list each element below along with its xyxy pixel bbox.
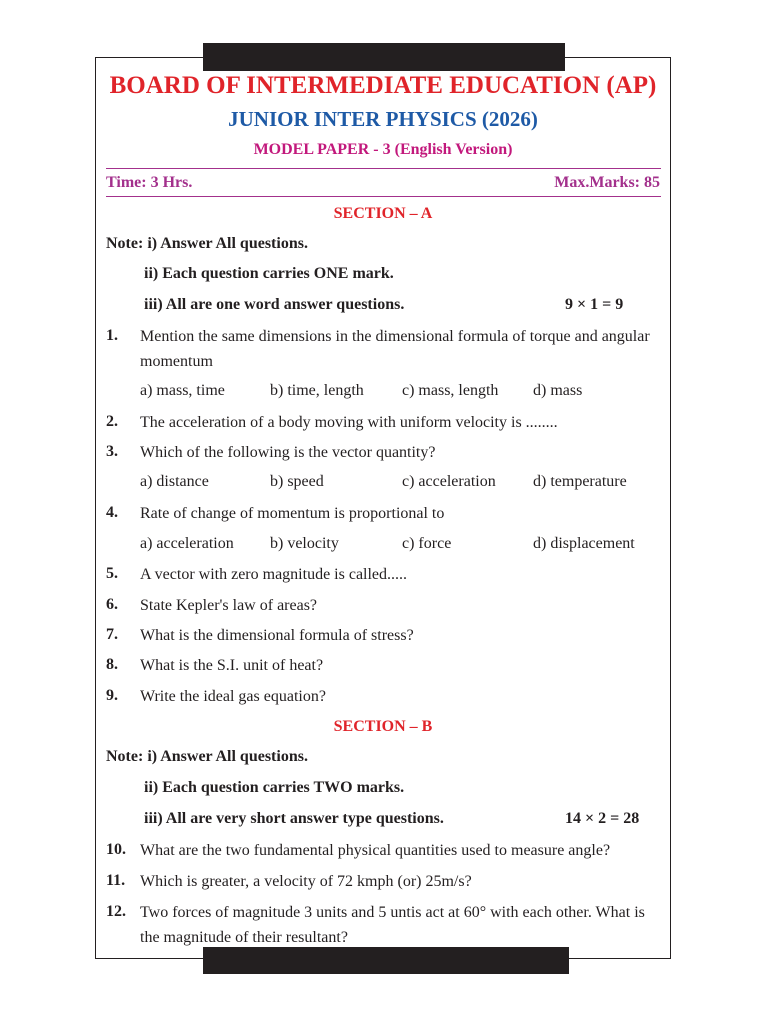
section-b-note-1: Note: i) Answer All questions.: [106, 748, 308, 765]
option-c: c) acceleration: [402, 473, 496, 490]
option-a: a) acceleration: [140, 535, 234, 552]
option-a: a) mass, time: [140, 382, 225, 399]
question-number: 10.: [106, 841, 126, 858]
question-number: 6.: [106, 596, 118, 613]
option-a: a) distance: [140, 473, 209, 490]
question-text: Rate of change of momentum is proportional to: [140, 505, 445, 522]
option-d: d) temperature: [533, 473, 627, 490]
question-number: 12.: [106, 903, 126, 920]
question-text: Two forces of magnitude 3 units and 5 untis act at 60° with each other. What is the magnitude of their resultant?: [140, 904, 645, 946]
section-b-note-2: ii) Each question carries TWO marks.: [144, 779, 405, 796]
question-text: What is the dimensional formula of stress?: [140, 627, 414, 644]
option-b: b) velocity: [270, 535, 339, 552]
question-text: Which of the following is the vector quantity?: [140, 444, 436, 461]
question-text: What are the two fundamental physical quantities used to measure angle?: [140, 842, 611, 859]
bottom-rule: [106, 196, 661, 197]
option-d: d) displacement: [533, 535, 635, 552]
option-d: d) mass: [533, 382, 583, 399]
section-a-note-1: Note: i) Answer All questions.: [106, 235, 308, 252]
question-text: Which is greater, a velocity of 72 kmph (or) 25m/s?: [140, 873, 472, 890]
section-b-heading: SECTION – B: [333, 718, 433, 735]
question-text: Write the ideal gas equation?: [140, 688, 326, 705]
top-rule: [106, 168, 661, 169]
option-c: c) force: [402, 535, 452, 552]
question-number: 9.: [106, 687, 118, 704]
paper-title: MODEL PAPER - 3 (English Version): [253, 141, 513, 158]
bottom-decorative-bar: [203, 947, 569, 974]
question-number: 5.: [106, 565, 118, 582]
question-number: 4.: [106, 504, 118, 521]
section-a-heading: SECTION – A: [333, 205, 433, 222]
subject-title: JUNIOR INTER PHYSICS (2026): [228, 107, 538, 131]
time-label: Time: 3 Hrs.: [106, 174, 193, 191]
question-text: What is the S.I. unit of heat?: [140, 657, 324, 674]
section-b-marks: 14 × 2 = 28: [565, 810, 640, 827]
question-number: 3.: [106, 443, 118, 460]
question-text: A vector with zero magnitude is called.....: [140, 566, 408, 583]
section-a-marks: 9 × 1 = 9: [565, 296, 624, 313]
option-b: b) speed: [270, 473, 324, 490]
option-b: b) time, length: [270, 382, 364, 399]
question-number: 11.: [106, 872, 126, 889]
section-b-note-3: iii) All are very short answer type questions.: [144, 810, 444, 827]
question-number: 7.: [106, 626, 118, 643]
question-number: 2.: [106, 413, 118, 430]
question-text: Mention the same dimensions in the dimensional formula of torque and angular momentum: [140, 328, 650, 370]
question-text: The acceleration of a body moving with uniform velocity is ........: [140, 414, 558, 431]
question-number: 8.: [106, 656, 118, 673]
max-marks-label: Max.Marks: 85: [554, 174, 660, 191]
board-title: BOARD OF INTERMEDIATE EDUCATION (AP): [109, 72, 657, 99]
question-text: State Kepler's law of areas?: [140, 597, 318, 614]
section-a-note-3: iii) All are one word answer questions.: [144, 296, 405, 313]
question-number: 1.: [106, 327, 118, 344]
option-c: c) mass, length: [402, 382, 499, 399]
section-a-note-2: ii) Each question carries ONE mark.: [144, 265, 394, 282]
